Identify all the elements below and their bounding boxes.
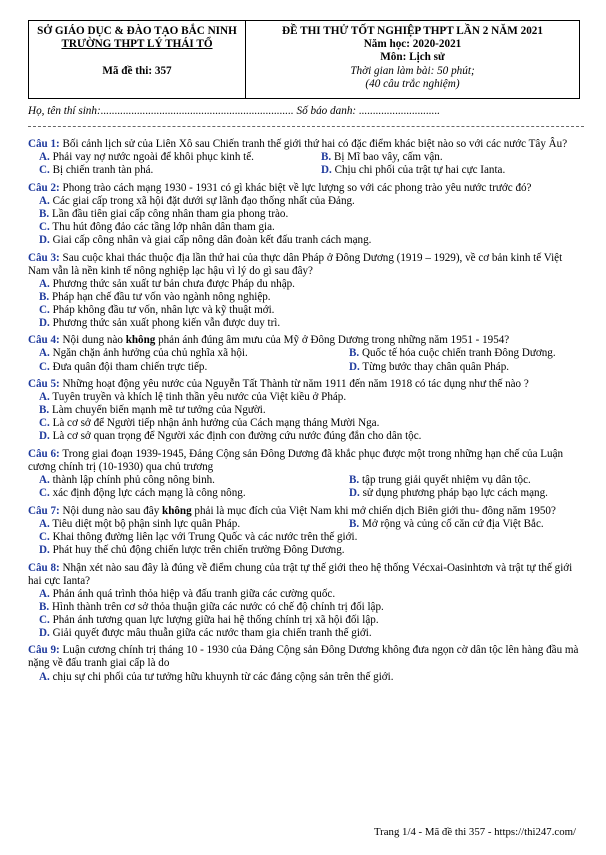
- question: [28, 252, 584, 330]
- question: [28, 562, 584, 640]
- option-a[interactable]: A. Phải vay nợ nước ngoài để khôi phục kinh tế.: [39, 151, 254, 164]
- time-limit: Thời gian làm bài: 50 phút;: [350, 65, 475, 77]
- option-b[interactable]: B. Hình thành trên cơ sở thỏa thuận giữa các nước có chế độ chính trị đối lập.: [39, 600, 384, 613]
- exam-header: [28, 20, 580, 99]
- option-c[interactable]: C. Là cơ sở để Người tiếp nhận ảnh hưởng của Cách mạng tháng Mười Nga.: [39, 417, 380, 430]
- option-c[interactable]: C. Khai thông đường liên lạc với Trung Quốc và các nước trên thế giới.: [39, 530, 358, 543]
- question: [28, 138, 584, 177]
- question-count: (40 câu trắc nghiệm): [365, 78, 460, 90]
- option-c[interactable]: C. Thu hút đông đảo các tầng lớp nhân dân tham gia.: [39, 220, 275, 233]
- question-list: [28, 138, 584, 688]
- option-b[interactable]: B. Lần đầu tiên giai cấp công nhân tham gia phong trào.: [39, 207, 289, 220]
- question-stem: Câu 4: Nội dung nào không phản ánh đúng âm mưu của Mỹ ở Đông Dương trong những năm 1951 - 1954?: [28, 334, 510, 347]
- option-c[interactable]: C. Đưa quân đội tham chiến trực tiếp.: [39, 360, 208, 373]
- option-a[interactable]: A. chịu sự chi phối của tư tưởng hữu khuynh từ các đảng cộng sản trên thế giới.: [39, 670, 394, 683]
- option-c[interactable]: C. Bị chiến tranh tàn phá.: [39, 164, 154, 177]
- question-stem: Câu 7: Nội dung nào sau đây không phải là mục đích của Việt Nam khi mở chiến dịch Biên giới thu- đông năm 1950?: [28, 504, 556, 517]
- school-name: TRƯỜNG THPT LÝ THÁI TỔ: [61, 38, 213, 50]
- department-name: SỞ GIÁO DỤC & ĐÀO TẠO BẮC NINH: [37, 25, 237, 37]
- option-a[interactable]: A. thành lập chính phủ công nông binh.: [39, 474, 215, 487]
- header-right: [246, 21, 579, 98]
- option-b[interactable]: B. Pháp hạn chế đầu tư vốn vào ngành nông nghiệp.: [39, 290, 271, 303]
- option-d[interactable]: D. Phát huy thế chủ động chiến lược trên chiến trường Đông Dương.: [39, 543, 345, 556]
- option-c[interactable]: C. xác định động lực cách mạng là công nông.: [39, 487, 246, 500]
- question: [28, 334, 584, 373]
- option-d[interactable]: D. Giai cấp công nhân và giai cấp nông dân đoàn kết đấu tranh cách mạng.: [39, 233, 372, 246]
- option-d[interactable]: D. Là cơ sở quan trọng để Người xác định con đường cứu nước đúng đắn cho dân tộc.: [39, 430, 422, 443]
- option-b[interactable]: B. Mở rộng và củng cố căn cứ địa Việt Bắc.: [349, 517, 544, 530]
- school-year: Năm học: 2020-2021: [363, 38, 462, 50]
- page-footer: Trang 1/4 - Mã đề thi 357 - https://thi247.com/: [373, 826, 576, 838]
- question-stem: Câu 3: Sau cuộc khai thác thuộc địa lần thứ hai của thực dân Pháp ở Đông Dương (1919 – 1929), về cơ bản kinh tế Việt Nam vẫn là nền kinh tế nông nghiệp lạc hậu vì lý do gì sau đây?: [28, 251, 563, 277]
- option-d[interactable]: D. Từng bước thay chân quân Pháp.: [349, 360, 510, 373]
- option-c[interactable]: C. Phản ánh tương quan lực lượng giữa hai hệ thống chính trị xã hội đối lập.: [39, 613, 379, 626]
- question: [28, 448, 584, 500]
- divider: [28, 126, 584, 127]
- option-a[interactable]: A. Các giai cấp trong xã hội đặt dưới sự lãnh đạo thống nhất của Đảng.: [39, 194, 355, 207]
- option-d[interactable]: D. sử dụng phương pháp bạo lực cách mạng.: [349, 487, 548, 500]
- option-a[interactable]: A. Phản ánh quá trình thỏa hiệp và đấu tranh giữa các cường quốc.: [39, 587, 336, 600]
- option-b[interactable]: B. tập trung giải quyết nhiệm vụ dân tộc.: [349, 474, 531, 487]
- option-c[interactable]: C. Pháp không đầu tư vốn, nhân lực và kỹ thuật mới.: [39, 303, 275, 316]
- question-stem: Câu 2: Phong trào cách mạng 1930 - 1931 có gì khác biệt về lực lượng so với các phong trào yêu nước trước đó?: [28, 181, 532, 194]
- question: [28, 378, 584, 443]
- option-d[interactable]: D. Phương thức sản xuất phong kiến vẫn được duy trì.: [39, 316, 281, 329]
- option-d[interactable]: D. Giải quyết được mâu thuẫn giữa các nước tham gia chiến tranh thế giới.: [39, 626, 372, 639]
- option-a[interactable]: A. Phương thức sản xuất tư bản chưa được Pháp du nhập.: [39, 277, 295, 290]
- question-stem: Câu 8: Nhận xét nào sau đây là đúng về điểm chung của trật tự thế giới theo hệ thống Vécxai-Oasinhtơn và trật tự thế giới hai cực Ianta?: [28, 561, 573, 587]
- option-d[interactable]: D. Chịu chi phối của trật tự hai cực Ianta.: [321, 164, 506, 177]
- question-stem: Câu 5: Những hoạt động yêu nước của Nguyễn Tất Thành từ năm 1911 đến năm 1918 có tác dụng như thế nào ?: [28, 378, 529, 391]
- option-b[interactable]: B. Quốc tế hóa cuộc chiến tranh Đông Dương.: [349, 347, 556, 360]
- question: [28, 644, 584, 683]
- exam-title: ĐỀ THI THỬ TỐT NGHIỆP THPT LẦN 2 NĂM 2021: [282, 25, 543, 37]
- student-info-line: Họ, tên thí sinh:..................................................................... Số báo danh: .............................: [28, 105, 441, 117]
- option-b[interactable]: B. Bị Mĩ bao vây, cấm vận.: [321, 151, 443, 164]
- subject: Môn: Lịch sử: [380, 51, 445, 63]
- question: [28, 182, 584, 247]
- header-left: [29, 21, 246, 98]
- question: [28, 505, 584, 557]
- question-stem: Câu 1: Bối cảnh lịch sử của Liên Xô sau Chiến tranh thế giới thứ hai có đặc điểm khác biệt nào so với các nước Tây Âu?: [28, 138, 568, 150]
- question-stem: Câu 9: Luận cương chính trị tháng 10 - 1930 của Đảng Cộng sản Đông Dương không đưa ngọn cờ dân tộc lên hàng đầu mà nặng về đấu tranh giai cấp là do: [28, 644, 579, 670]
- option-a[interactable]: A. Ngăn chặn ảnh hưởng của chủ nghĩa xã hội.: [39, 347, 248, 360]
- option-b[interactable]: B. Làm chuyển biến mạnh mẽ tư tưởng của Người.: [39, 404, 266, 417]
- question-stem: Câu 6: Trong giai đoạn 1939-1945, Đảng Cộng sản Đông Dương đã khắc phục được một trong những hạn chế của Luận cương chính trị (10-1930) qua chủ trương: [28, 448, 564, 474]
- exam-code: Mã đề thi: 357: [102, 65, 172, 77]
- option-a[interactable]: A. Tuyên truyền và khích lệ tinh thần yêu nước của Việt kiều ở Pháp.: [39, 391, 347, 404]
- option-a[interactable]: A. Tiêu diệt một bộ phận sinh lực quân Pháp.: [39, 517, 241, 530]
